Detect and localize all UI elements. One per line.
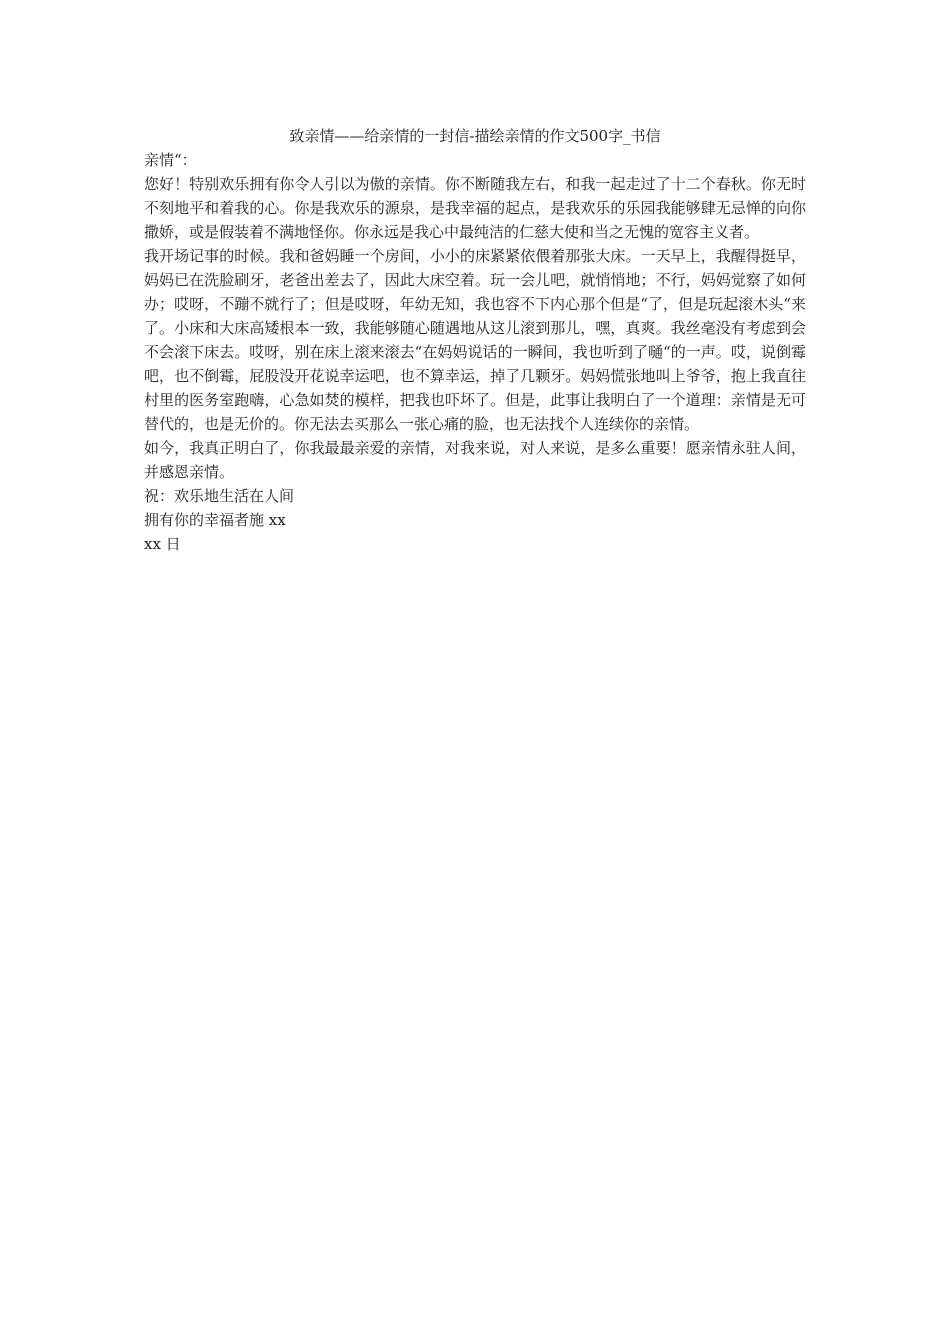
document-title: 致亲情——给亲情的一封信-描绘亲情的作文500字_书信	[289, 127, 661, 145]
document-page	[144, 124, 806, 556]
closing-wish: 祝：欢乐地生活在人间	[144, 487, 295, 505]
signature: 拥有你的幸福者施 xx	[144, 511, 286, 529]
paragraph-2: 我开场记事的时候。我和爸妈睡一个房间，小小的床紧紧依偎着那张大床。一天早上，我醒得挺早，妈妈已在洗脸刷牙，老爸出差去了，因此大床空着。玩一会儿吧，就悄悄地；不行，妈妈觉察了如何办；哎呀，不蹦不就行了；但是哎呀，年幼无知，我也容不下内心那个但是“了，但是玩起滚木头“来了。小床和大床高矮根本一致，我能够随心随遇地从这儿滚到那儿，嘿，真爽。我丝毫没有考虑到会不会滚下床去。哎呀，别在床上滚来滚去“在妈妈说话的一瞬间，我也听到了嗵“的一声。哎，说倒霉吧，也不倒霉，屁股没开花说幸运吧，也不算幸运，掉了几颗牙。妈妈慌张地叫上爷爷，抱上我直往村里的医务室跑嗨，心急如焚的模样，把我也吓坏了。但是，此事让我明白了一个道理：亲情是无可替代的，也是无价的。你无法去买那么一张心痛的脸，也无法找个人连续你的亲情。	[144, 247, 806, 433]
salutation: 亲情“：	[144, 151, 197, 169]
date: xx 日	[144, 535, 181, 553]
paragraph-1: 您好！特别欢乐拥有你令人引以为傲的亲情。你不断随我左右，和我一起走过了十二个春秋。你无时不刻地平和着我的心。你是我欢乐的源泉，是我幸福的起点，是我欢乐的乐园我能够肆无忌惮的向你撒娇，或是假装着不满地怪你。你永远是我心中最纯洁的仁慈大使和当之无愧的宽容主义者。	[144, 175, 806, 241]
paragraph-3: 如今，我真正明白了，你我最最亲爱的亲情，对我来说，对人来说，是多么重要！愿亲情永驻人间，并感恩亲情。	[144, 439, 806, 481]
